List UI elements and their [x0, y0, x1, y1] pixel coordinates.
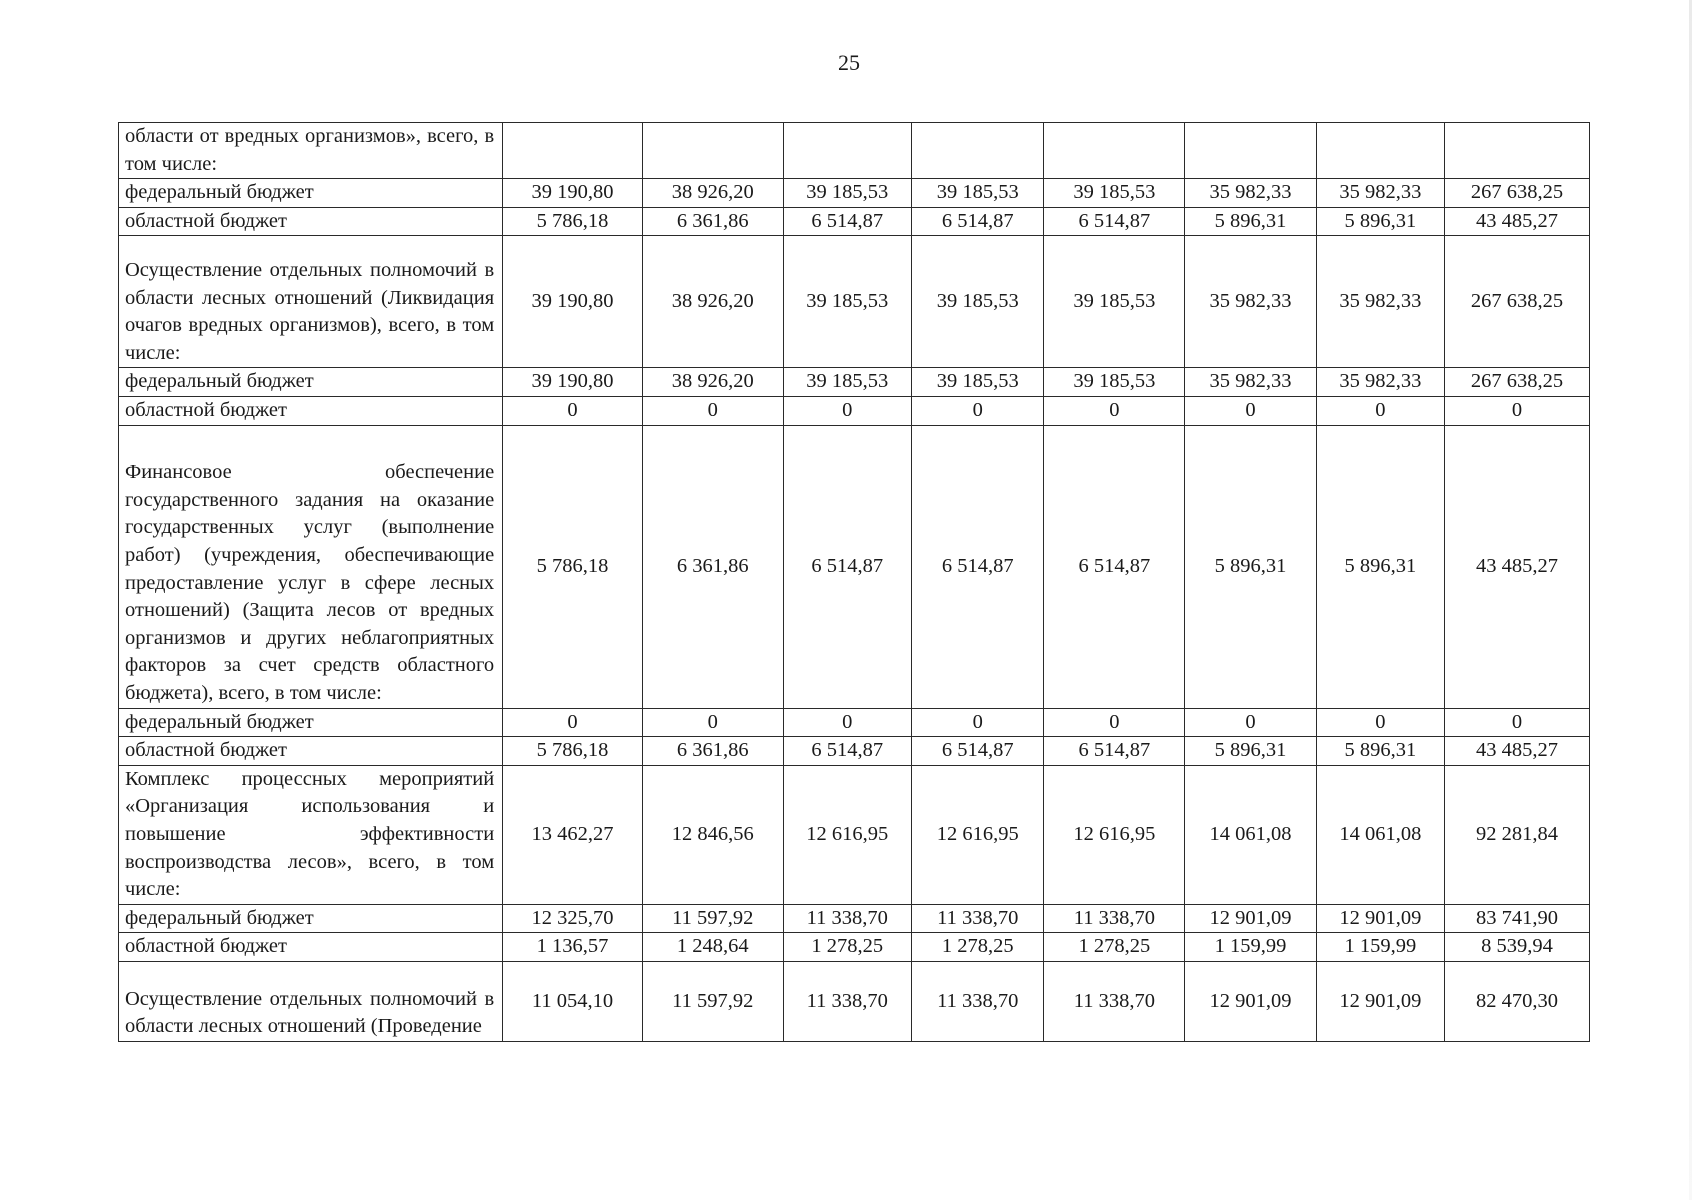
- row-total-value: 43 485,27: [1445, 425, 1590, 708]
- row-year-value: [1185, 123, 1316, 179]
- row-year-value: 11 338,70: [911, 904, 1044, 933]
- row-label: Финансовое обеспечение государственного задания на оказание государственных услуг (выполнение работ) (учреждения, обеспечивающие предоставление услуг в сфере лесных отношений) (Защита лесов от вредных организмов и других неблагоприятных факторов за счет средств областного бюджета), всего, в том числе:: [119, 425, 503, 708]
- row-total-value: 0: [1445, 396, 1590, 425]
- row-year-value: 11 338,70: [783, 961, 911, 1041]
- table-row: [119, 708, 1590, 737]
- row-year-value: 5 786,18: [503, 737, 643, 766]
- row-year-value: [1316, 123, 1444, 179]
- row-year-value: 1 159,99: [1185, 933, 1316, 962]
- row-year-value: 6 361,86: [642, 207, 783, 236]
- row-year-value: 6 514,87: [783, 425, 911, 708]
- row-year-value: 38 926,20: [642, 236, 783, 368]
- row-year-value: 5 896,31: [1316, 737, 1444, 766]
- row-year-value: [503, 123, 643, 179]
- table-row: [119, 236, 1590, 368]
- row-year-value: 0: [783, 708, 911, 737]
- row-year-value: 39 185,53: [911, 179, 1044, 208]
- row-year-value: 39 185,53: [911, 236, 1044, 368]
- row-year-value: 0: [642, 708, 783, 737]
- row-year-value: 39 185,53: [1044, 179, 1185, 208]
- row-total-value: 267 638,25: [1445, 236, 1590, 368]
- row-year-value: 5 786,18: [503, 425, 643, 708]
- row-year-value: 35 982,33: [1316, 368, 1444, 397]
- row-year-value: 0: [1316, 708, 1444, 737]
- row-label: областной бюджет: [119, 207, 503, 236]
- row-year-value: 5 896,31: [1316, 207, 1444, 236]
- budget-table-body: [119, 123, 1590, 1042]
- row-year-value: 0: [1044, 708, 1185, 737]
- row-year-value: 11 338,70: [1044, 961, 1185, 1041]
- row-year-value: 12 325,70: [503, 904, 643, 933]
- table-row: [119, 425, 1590, 708]
- table-row: [119, 179, 1590, 208]
- row-year-value: 6 514,87: [783, 207, 911, 236]
- row-year-value: 12 616,95: [911, 765, 1044, 904]
- row-year-value: 35 982,33: [1185, 179, 1316, 208]
- page-number: 25: [838, 50, 860, 75]
- row-year-value: 6 514,87: [911, 737, 1044, 766]
- row-year-value: 0: [911, 708, 1044, 737]
- row-year-value: 12 901,09: [1316, 904, 1444, 933]
- row-year-value: 0: [1185, 396, 1316, 425]
- row-year-value: 39 185,53: [783, 236, 911, 368]
- row-year-value: 38 926,20: [642, 368, 783, 397]
- row-year-value: 12 616,95: [783, 765, 911, 904]
- row-year-value: [911, 123, 1044, 179]
- row-year-value: 39 185,53: [1044, 368, 1185, 397]
- row-year-value: 6 361,86: [642, 737, 783, 766]
- row-year-value: 0: [1044, 396, 1185, 425]
- row-year-value: 11 054,10: [503, 961, 643, 1041]
- row-year-value: 14 061,08: [1316, 765, 1444, 904]
- row-year-value: 5 896,31: [1185, 425, 1316, 708]
- row-year-value: 12 846,56: [642, 765, 783, 904]
- row-total-value: 43 485,27: [1445, 207, 1590, 236]
- row-year-value: 6 514,87: [911, 425, 1044, 708]
- table-row: [119, 123, 1590, 179]
- row-year-value: 0: [642, 396, 783, 425]
- row-label: Осуществление отдельных полномочий в области лесных отношений (Ликвидация очагов вредных организмов), всего, в том числе:: [119, 236, 503, 368]
- row-year-value: 13 462,27: [503, 765, 643, 904]
- row-year-value: 0: [783, 396, 911, 425]
- row-year-value: 6 514,87: [1044, 425, 1185, 708]
- row-year-value: 12 901,09: [1185, 961, 1316, 1041]
- table-row: [119, 933, 1590, 962]
- row-year-value: 0: [503, 708, 643, 737]
- row-year-value: 11 338,70: [783, 904, 911, 933]
- row-total-value: 83 741,90: [1445, 904, 1590, 933]
- row-year-value: 1 278,25: [1044, 933, 1185, 962]
- budget-table: [118, 122, 1590, 1042]
- row-year-value: 1 278,25: [911, 933, 1044, 962]
- row-label: Осуществление отдельных полномочий в области лесных отношений (Проведение: [119, 961, 503, 1041]
- row-total-value: 267 638,25: [1445, 179, 1590, 208]
- table-row: [119, 396, 1590, 425]
- row-total-value: 82 470,30: [1445, 961, 1590, 1041]
- row-label: федеральный бюджет: [119, 368, 503, 397]
- row-label: Комплекс процессных мероприятий «Организация использования и повышение эффективности воспроизводства лесов», всего, в том числе:: [119, 765, 503, 904]
- row-year-value: 12 616,95: [1044, 765, 1185, 904]
- row-total-value: 267 638,25: [1445, 368, 1590, 397]
- table-row: [119, 207, 1590, 236]
- row-year-value: 6 361,86: [642, 425, 783, 708]
- row-year-value: 38 926,20: [642, 179, 783, 208]
- table-row: [119, 904, 1590, 933]
- row-year-value: 11 597,92: [642, 904, 783, 933]
- row-year-value: 39 190,80: [503, 236, 643, 368]
- row-year-value: 6 514,87: [1044, 737, 1185, 766]
- row-year-value: 5 896,31: [1316, 425, 1444, 708]
- row-label: областной бюджет: [119, 396, 503, 425]
- table-row: [119, 961, 1590, 1041]
- row-year-value: 39 185,53: [783, 368, 911, 397]
- row-year-value: 39 185,53: [911, 368, 1044, 397]
- row-year-value: 11 338,70: [1044, 904, 1185, 933]
- row-label: федеральный бюджет: [119, 179, 503, 208]
- row-year-value: 6 514,87: [1044, 207, 1185, 236]
- row-year-value: 11 338,70: [911, 961, 1044, 1041]
- row-year-value: 0: [911, 396, 1044, 425]
- row-year-value: 39 185,53: [1044, 236, 1185, 368]
- row-total-value: 0: [1445, 708, 1590, 737]
- table-row: [119, 765, 1590, 904]
- row-year-value: [783, 123, 911, 179]
- row-year-value: 39 190,80: [503, 368, 643, 397]
- row-total-value: 92 281,84: [1445, 765, 1590, 904]
- row-year-value: [642, 123, 783, 179]
- row-year-value: 1 248,64: [642, 933, 783, 962]
- row-year-value: 35 982,33: [1316, 236, 1444, 368]
- row-year-value: 6 514,87: [911, 207, 1044, 236]
- row-year-value: 5 896,31: [1185, 207, 1316, 236]
- table-row: [119, 737, 1590, 766]
- row-year-value: 35 982,33: [1185, 368, 1316, 397]
- row-label: федеральный бюджет: [119, 904, 503, 933]
- row-year-value: 35 982,33: [1316, 179, 1444, 208]
- row-year-value: 35 982,33: [1185, 236, 1316, 368]
- scan-edge-mark: [1689, 0, 1692, 1200]
- row-year-value: 12 901,09: [1316, 961, 1444, 1041]
- table-row: [119, 368, 1590, 397]
- row-year-value: 0: [1185, 708, 1316, 737]
- row-label: областной бюджет: [119, 933, 503, 962]
- row-label: областной бюджет: [119, 737, 503, 766]
- row-total-value: [1445, 123, 1590, 179]
- row-year-value: 0: [1316, 396, 1444, 425]
- row-label: области от вредных организмов», всего, в том числе:: [119, 123, 503, 179]
- row-year-value: 11 597,92: [642, 961, 783, 1041]
- row-total-value: 8 539,94: [1445, 933, 1590, 962]
- row-year-value: 1 278,25: [783, 933, 911, 962]
- row-year-value: 5 786,18: [503, 207, 643, 236]
- row-year-value: 1 159,99: [1316, 933, 1444, 962]
- row-label: федеральный бюджет: [119, 708, 503, 737]
- row-year-value: 14 061,08: [1185, 765, 1316, 904]
- row-year-value: 0: [503, 396, 643, 425]
- row-year-value: 39 190,80: [503, 179, 643, 208]
- row-year-value: 12 901,09: [1185, 904, 1316, 933]
- row-year-value: 5 896,31: [1185, 737, 1316, 766]
- row-year-value: [1044, 123, 1185, 179]
- row-year-value: 1 136,57: [503, 933, 643, 962]
- row-year-value: 39 185,53: [783, 179, 911, 208]
- row-total-value: 43 485,27: [1445, 737, 1590, 766]
- row-year-value: 6 514,87: [783, 737, 911, 766]
